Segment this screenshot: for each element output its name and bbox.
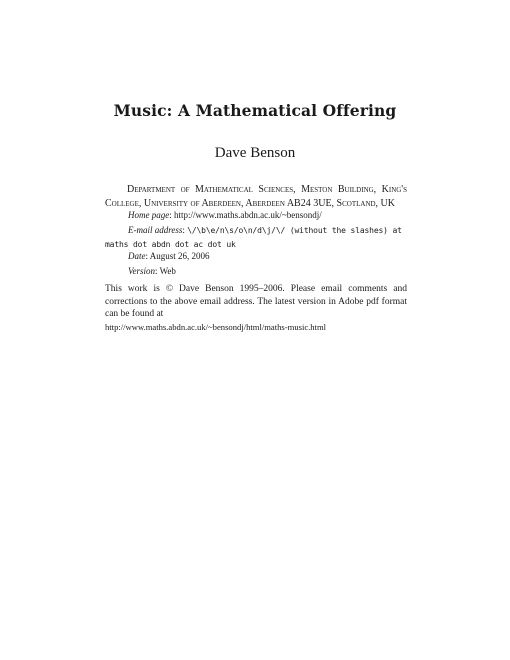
email-label: E-mail address bbox=[128, 225, 183, 235]
paper-title: Music: A Mathematical Offering bbox=[113, 101, 397, 120]
copyright-notice: This work is © Dave Benson 1995–2006. Please email comments and corrections to the above email address. The latest version in Adobe pdf format can be found at bbox=[105, 284, 407, 319]
date-label: Date bbox=[128, 251, 146, 261]
version-value: Web bbox=[159, 266, 176, 276]
homepage-label: Home page bbox=[128, 210, 170, 220]
author-name: Dave Benson bbox=[214, 145, 296, 161]
version-line bbox=[128, 265, 408, 278]
colon: : bbox=[169, 210, 175, 220]
author-address: Department of Mathematical Sciences, Meston Building, King's College, University of Aberdeen, Aberdeen AB24 3UE, Scotland, UK bbox=[105, 184, 407, 209]
version-label: Version bbox=[128, 266, 155, 276]
homepage-line bbox=[128, 209, 408, 222]
email-value: \/\b\e/n\s/o\n/d\j/\/ (without the slashes) at maths dot abdn dot ac dot uk bbox=[105, 226, 402, 249]
colon: : bbox=[182, 225, 188, 235]
download-url[interactable]: http://www.maths.abdn.ac.uk/~bensondj/html/maths-music.html bbox=[105, 322, 327, 332]
date-value: August 26, 2006 bbox=[149, 251, 210, 261]
date-line bbox=[128, 250, 408, 263]
email-line bbox=[105, 224, 410, 251]
colon: : bbox=[155, 266, 160, 276]
homepage-url[interactable]: http://www.maths.abdn.ac.uk/~bensondj/ bbox=[174, 210, 322, 220]
colon: : bbox=[145, 251, 150, 261]
